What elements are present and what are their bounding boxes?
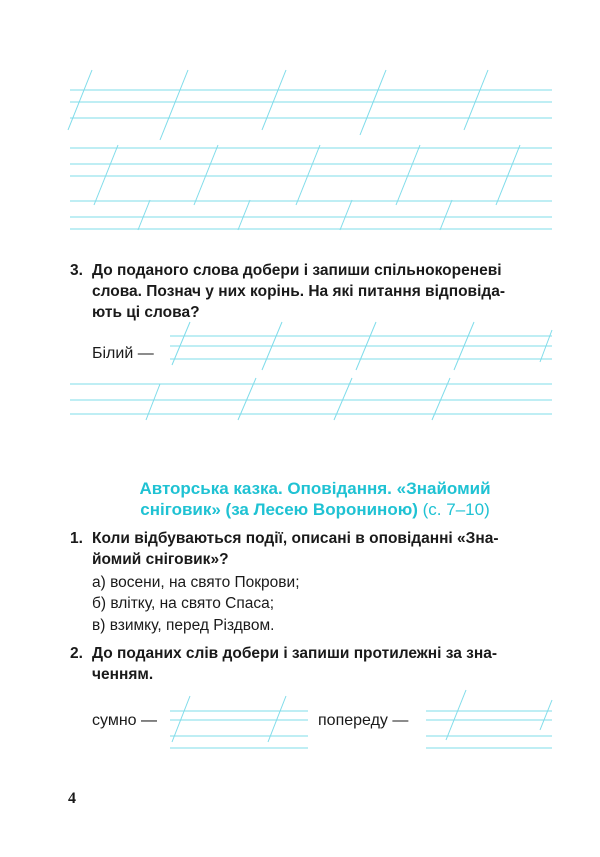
task-number: 1. (70, 530, 83, 547)
task-text-line: До поданих слів добери і запиши протилежні за зна- (92, 645, 498, 662)
section-pages: (с. 7–10) (422, 500, 490, 519)
word-sumno: сумно — (92, 712, 157, 729)
word-poperedu: попереду — (318, 712, 409, 729)
task-text-line: слова. Познач у них корінь. На які питання відповіда- (92, 283, 506, 300)
task-text-line: ють ці слова? (92, 304, 200, 321)
option-a: а) восени, на свято Покрови; (92, 574, 300, 591)
task-text-line: ченням. (92, 666, 154, 683)
task-number: 3. (70, 262, 83, 279)
task-3 (70, 260, 560, 326)
task-text-line: Коли відбуваються події, описані в оповіданні «Зна- (92, 530, 499, 547)
section-title-text: сніговик» (за Лесею Ворониною) (140, 500, 418, 519)
word-bilyi: Білий — (92, 345, 154, 362)
task-text (92, 528, 499, 570)
task-1 (70, 528, 560, 572)
section-title-line: Авторська казка. Оповідання. «Знайомий (139, 479, 491, 498)
section-title (70, 478, 560, 520)
task-text (92, 643, 497, 685)
task-2 (70, 643, 560, 687)
task-text-line: До поданого слова добери і запиши спільнокореневі (92, 262, 502, 279)
task-text-line: йомий сніговик»? (92, 551, 229, 568)
option-b: б) влітку, на свято Спаса; (92, 595, 275, 612)
task-text (92, 260, 505, 323)
section-title-line2 (70, 499, 560, 520)
page-number: 4 (68, 790, 76, 807)
option-c: в) взимку, перед Різдвом. (92, 617, 275, 634)
task-number: 2. (70, 645, 83, 662)
